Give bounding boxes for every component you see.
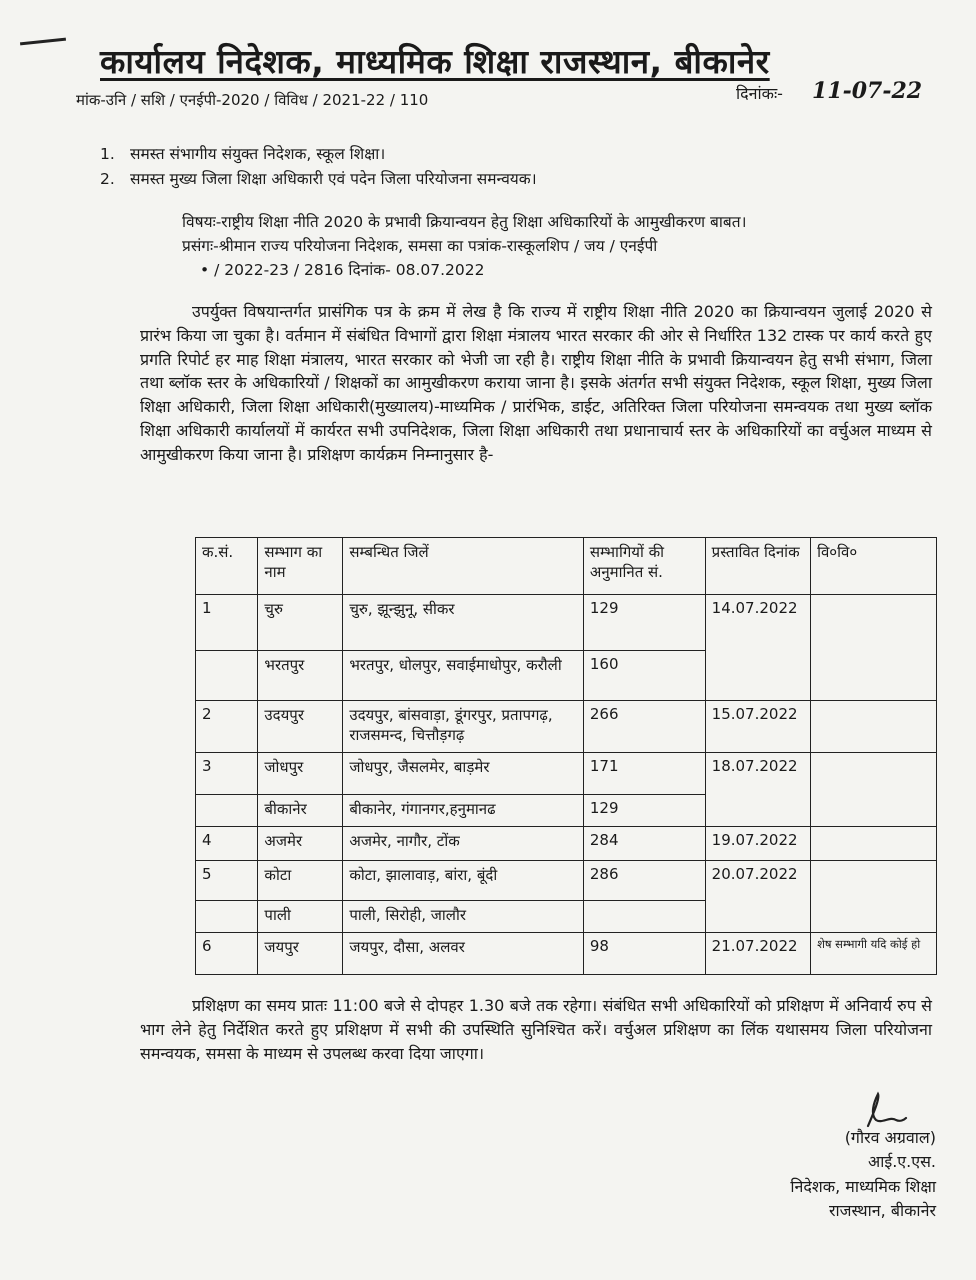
cell-sn: 1 — [196, 595, 258, 651]
reference-line: प्रसंगः-श्रीमान राज्य परियोजना निदेशक, समसा का पत्रांक-रास्कूलशिप / जय / एनईपी — [182, 237, 658, 255]
signatory-service: आई.ए.एस. — [868, 1152, 936, 1171]
cell-sn — [196, 651, 258, 701]
handwritten-date: 11-07-22 — [812, 78, 923, 104]
header-count: सम्भागियों की अनुमानित सं. — [583, 538, 705, 595]
recipient-item: 2. समस्त मुख्य जिला शिक्षा अधिकारी एवं पदेन जिला परियोजना समन्वयक। — [100, 170, 537, 188]
cell-remarks — [811, 861, 937, 933]
cell-division: भरतपुर — [258, 651, 343, 701]
cell-division: जयपुर — [258, 933, 343, 975]
signatory-name: (गौरव अग्रवाल) — [844, 1128, 936, 1147]
table-row — [196, 933, 937, 975]
reference-number: मांक-उनि / सशि / एनईपी-2020 / विविध / 2021-22 / 110 — [76, 91, 429, 109]
recipient-item: 1. समस्त संभागीय संयुक्त निदेशक, स्कूल शिक्षा। — [100, 145, 386, 163]
reference-line-2: • / 2022-23 / 2816 दिनांक- 08.07.2022 — [200, 261, 485, 279]
table-header-row — [196, 538, 937, 595]
cell-count: 129 — [583, 795, 705, 827]
cell-division: चुरु — [258, 595, 343, 651]
cell-remarks: शेष सम्भागी यदि कोई हो — [811, 933, 937, 975]
header-districts: सम्बन्धित जिलें — [343, 538, 584, 595]
cell-sn: 4 — [196, 827, 258, 861]
cell-count: 266 — [583, 701, 705, 753]
cell-date: 19.07.2022 — [705, 827, 810, 861]
table-row — [196, 753, 937, 795]
table-row — [196, 861, 937, 901]
cell-districts: बीकानेर, गंगानगर,हनुमानढ — [343, 795, 584, 827]
header-remarks: वि०वि० — [811, 538, 937, 595]
cell-count: 286 — [583, 861, 705, 901]
cell-sn — [196, 901, 258, 933]
training-schedule-table — [195, 537, 937, 975]
header-sn: क.सं. — [196, 538, 258, 595]
cell-districts: अजमेर, नागौर, टोंक — [343, 827, 584, 861]
header-date: प्रस्तावित दिनांक — [705, 538, 810, 595]
header-division: सम्भाग का नाम — [258, 538, 343, 595]
cell-count: 98 — [583, 933, 705, 975]
cell-date: 20.07.2022 — [705, 861, 810, 933]
office-heading: कार्यालय निदेशक, माध्यमिक शिक्षा राजस्थान, बीकानेर — [100, 42, 770, 81]
subject-line: विषयः-राष्ट्रीय शिक्षा नीति 2020 के प्रभावी क्रियान्वयन हेतु शिक्षा अधिकारियों के आमुखीकरण बाबत। — [182, 213, 747, 231]
cell-date: 21.07.2022 — [705, 933, 810, 975]
cell-count: 171 — [583, 753, 705, 795]
cell-count: 129 — [583, 595, 705, 651]
cell-division: जोधपुर — [258, 753, 343, 795]
cell-remarks — [811, 753, 937, 827]
cell-date: 14.07.2022 — [705, 595, 810, 701]
cell-sn — [196, 795, 258, 827]
signatory-place: राजस्थान, बीकानेर — [828, 1201, 936, 1220]
cell-division: अजमेर — [258, 827, 343, 861]
cell-count: 160 — [583, 651, 705, 701]
cell-districts: जोधपुर, जैसलमेर, बाड़मेर — [343, 753, 584, 795]
cell-sn: 6 — [196, 933, 258, 975]
table-row — [196, 701, 937, 753]
cell-sn: 5 — [196, 861, 258, 901]
cell-districts: कोटा, झालावाड़, बांरा, बूंदी — [343, 861, 584, 901]
cell-date: 18.07.2022 — [705, 753, 810, 827]
cell-districts: जयपुर, दौसा, अलवर — [343, 933, 584, 975]
cell-districts: चुरु, झून्झुनू, सीकर — [343, 595, 584, 651]
body-paragraph-2: प्रशिक्षण का समय प्रातः 11:00 बजे से दोपहर 1.30 बजे तक रहेगा। संबंधित सभी अधिकारियों को प्रशिक्षण में अनिवार्य रुप से भाग लेने हेतु निर्देशित करते हुए प्रशिक्षण में सभी की उपस्थिति सुनिश्चित करें। वर्चुअल प्रशिक्षण का लिंक यथासमय जिला परियोजना समन्वयक, समसा के माध्यम से उपलब्ध करवा दिया जाएगा। — [140, 996, 932, 1063]
table-row — [196, 595, 937, 651]
cell-count — [583, 901, 705, 933]
signatory-designation: निदेशक, माध्यमिक शिक्षा — [790, 1177, 936, 1196]
date-label: दिनांकः- — [736, 84, 783, 103]
cell-districts: उदयपुर, बांसवाड़ा, डूंगरपुर, प्रतापगढ़, राजसमन्द, चित्तौड़गढ़ — [343, 701, 584, 753]
cell-remarks — [811, 701, 937, 753]
cell-division: कोटा — [258, 861, 343, 901]
cell-sn: 3 — [196, 753, 258, 795]
cell-division: उदयपुर — [258, 701, 343, 753]
cell-division: पाली — [258, 901, 343, 933]
cell-division: बीकानेर — [258, 795, 343, 827]
cell-remarks — [811, 595, 937, 701]
cell-sn: 2 — [196, 701, 258, 753]
body-paragraph-1: उपर्युक्त विषयान्तर्गत प्रासंगिक पत्र के क्रम में लेख है कि राज्य में राष्ट्रीय शिक्षा नीति 2020 का क्रियान्वयन जुलाई 2020 से प्रारंभ किया जा चुका है। वर्तमान में संबंधित विभागों द्वारा शिक्षा मंत्रालय भारत सरकार की ओर से निर्धारित 132 टास्क पर कार्य करते हुए प्रगति रिपोर्ट हर माह शिक्षा मंत्रालय, भारत सरकार को भेजी जा रही है। राष्ट्रीय शिक्षा नीति के प्रभावी क्रियान्वयन हेतु सभी संभाग, जिला तथा ब्लॉक स्तर के अधिकारियों / शिक्षकों का आमुखीकरण कराया जाना है। इसके अंतर्गत सभी संयुक्त निदेशक, स्कूल शिक्षा, मुख्य जिला शिक्षा अधिकारी, जिला शिक्षा अधिकारी(मुख्यालय)-माध्यमिक / प्रारंभिक, डाईट, अतिरिक्त जिला परियोजना समन्वयक तथा मुख्य ब्लॉक शिक्षा अधिकारी कार्यालयों में कार्यरत सभी उपनिदेशक, जिला शिक्षा अधिकारी तथा प्रधानाचार्य स्तर के अधिकारियों का वर्चुअल माध्यम से आमुखीकरण किया जाना है। प्रशिक्षण कार्यक्रम निम्नानुसार है- — [140, 302, 932, 464]
cell-remarks — [811, 827, 937, 861]
cell-date: 15.07.2022 — [705, 701, 810, 753]
pen-mark — [20, 38, 66, 46]
cell-count: 284 — [583, 827, 705, 861]
cell-districts: भरतपुर, धोलपुर, सवाईमाधोपुर, करौली — [343, 651, 584, 701]
table-row — [196, 827, 937, 861]
cell-districts: पाली, सिरोही, जालौर — [343, 901, 584, 933]
